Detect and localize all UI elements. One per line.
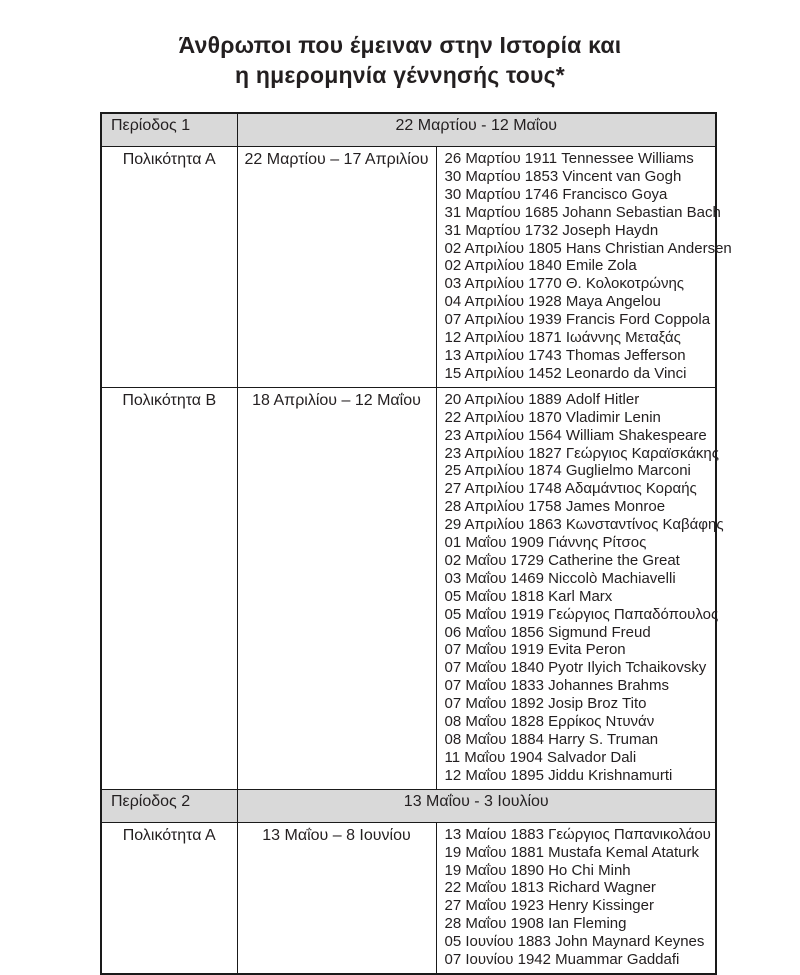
polarity-a1-people-list — [436, 147, 732, 388]
person-entry: 28 Μαΐου 1908 Ian Fleming — [444, 915, 627, 933]
polarity-a2-row — [101, 822, 716, 974]
person-entry: 03 Απριλίου 1770 Θ. Κολοκοτρώνης — [444, 275, 685, 293]
person-entry: 02 Απριλίου 1805 Hans Christian Andersen — [444, 239, 732, 257]
person-entry: 12 Μαΐου 1895 Jiddu Krishnamurti — [444, 766, 673, 784]
person-entry: 20 Απριλίου 1889 Adolf Hitler — [444, 390, 640, 408]
person-entry: 07 Μαΐου 1833 Johannes Brahms — [444, 677, 670, 695]
page-title — [0, 30, 800, 90]
birthdays-table — [100, 112, 732, 975]
person-entry: 07 Απριλίου 1939 Francis Ford Coppola — [444, 311, 711, 329]
polarity-b-people-list — [436, 387, 724, 789]
person-entry: 22 Μαΐου 1813 Richard Wagner — [444, 879, 656, 897]
polarity-a1-row — [101, 147, 716, 388]
person-entry: 19 Μαΐου 1890 Ho Chi Minh — [444, 861, 631, 879]
polarity-b-label: Πολικότητα Β — [101, 387, 237, 789]
person-entry: 19 Μαΐου 1881 Mustafa Kemal Ataturk — [444, 843, 700, 861]
person-entry: 15 Απριλίου 1452 Leonardo da Vinci — [444, 364, 687, 382]
page-title-line1: Άνθρωποι που έμειναν στην Ιστορία και — [178, 32, 622, 58]
period-1-header-row — [101, 113, 716, 147]
person-entry: 07 Μαΐου 1840 Pyotr Ilyich Tchaikovsky — [444, 659, 707, 677]
person-entry: 05 Μαΐου 1818 Karl Marx — [444, 587, 613, 605]
polarity-a1-range: 22 Μαρτίου – 17 Απριλίου — [237, 147, 436, 388]
person-entry: 30 Μαρτίου 1853 Vincent van Gogh — [444, 167, 682, 185]
person-entry: 27 Μαΐου 1923 Henry Kissinger — [444, 897, 654, 915]
person-entry: 03 Μαΐου 1469 Niccolò Machiavelli — [444, 569, 676, 587]
person-entry: 29 Απριλίου 1863 Κωνσταντίνος Καβάφης — [444, 516, 724, 534]
period-1-label: Περίοδος 1 — [101, 113, 237, 147]
person-entry: 13 Μαίου 1883 Γεώργιος Παπανικολάου — [444, 825, 711, 843]
person-entry: 02 Απριλίου 1840 Emile Zola — [444, 257, 637, 275]
polarity-a2-people-list — [436, 822, 716, 974]
person-entry: 01 Μαΐου 1909 Γιάννης Ρίτσος — [444, 534, 647, 552]
person-entry: 05 Μαΐου 1919 Γεώργιος Παπαδόπουλος — [444, 605, 719, 623]
polarity-b-row — [101, 387, 716, 789]
person-entry: 30 Μαρτίου 1746 Francisco Goya — [444, 185, 668, 203]
person-entry: 31 Μαρτίου 1685 Johann Sebastian Bach — [444, 203, 721, 221]
polarity-b-range: 18 Απριλίου – 12 Μαΐου — [237, 387, 436, 789]
person-entry: 07 Μαΐου 1919 Evita Peron — [444, 641, 626, 659]
period-2-header-row — [101, 789, 716, 822]
period-2-label: Περίοδος 2 — [101, 789, 237, 822]
period-1-range: 22 Μαρτίου - 12 Μαΐου — [237, 113, 716, 147]
polarity-a1-label: Πολικότητα Α — [101, 147, 237, 388]
person-entry: 26 Μαρτίου 1911 Tennessee Williams — [444, 150, 694, 167]
polarity-a2-label: Πολικότητα Α — [101, 822, 237, 974]
person-entry: 23 Απριλίου 1827 Γεώργιος Καραϊσκάκης — [444, 444, 719, 462]
polarity-a2-range: 13 Μαΐου – 8 Ιουνίου — [237, 822, 436, 974]
person-entry: 11 Μαΐου 1904 Salvador Dali — [444, 748, 637, 766]
person-entry: 08 Μαΐου 1884 Harry S. Truman — [444, 731, 659, 748]
person-entry: 06 Μαΐου 1856 Sigmund Freud — [444, 623, 651, 641]
period-2-range: 13 Μαΐου - 3 Ιουλίου — [237, 789, 716, 822]
person-entry: 25 Απριλίου 1874 Guglielmo Marconi — [444, 462, 691, 480]
person-entry: 31 Μαρτίου 1732 Joseph Haydn — [444, 221, 659, 239]
person-entry: 05 Ιουνίου 1883 John Maynard Keynes — [444, 933, 705, 951]
person-entry: 04 Απριλίου 1928 Maya Angelou — [444, 293, 661, 311]
person-entry: 28 Απριλίου 1758 James Monroe — [444, 498, 666, 516]
person-entry: 27 Απριλίου 1748 Αδαμάντιος Κοραής — [444, 480, 697, 498]
person-entry: 22 Απριλίου 1870 Vladimir Lenin — [444, 408, 661, 426]
person-entry: 07 Μαΐου 1892 Josip Broz Tito — [444, 695, 647, 713]
person-entry: 07 Ιουνίου 1942 Muammar Gaddafi — [444, 951, 680, 969]
person-entry: 02 Μαΐου 1729 Catherine the Great — [444, 551, 680, 569]
person-entry: 13 Απριλίου 1743 Thomas Jefferson — [444, 346, 686, 364]
person-entry: 23 Απριλίου 1564 William Shakespeare — [444, 426, 707, 444]
page-title-line2: η ημερομηνία γέννησής τους* — [235, 62, 565, 88]
person-entry: 08 Μαΐου 1828 Ερρίκος Ντυνάν — [444, 713, 655, 731]
person-entry: 12 Απριλίου 1871 Ιωάννης Μεταξάς — [444, 329, 681, 347]
